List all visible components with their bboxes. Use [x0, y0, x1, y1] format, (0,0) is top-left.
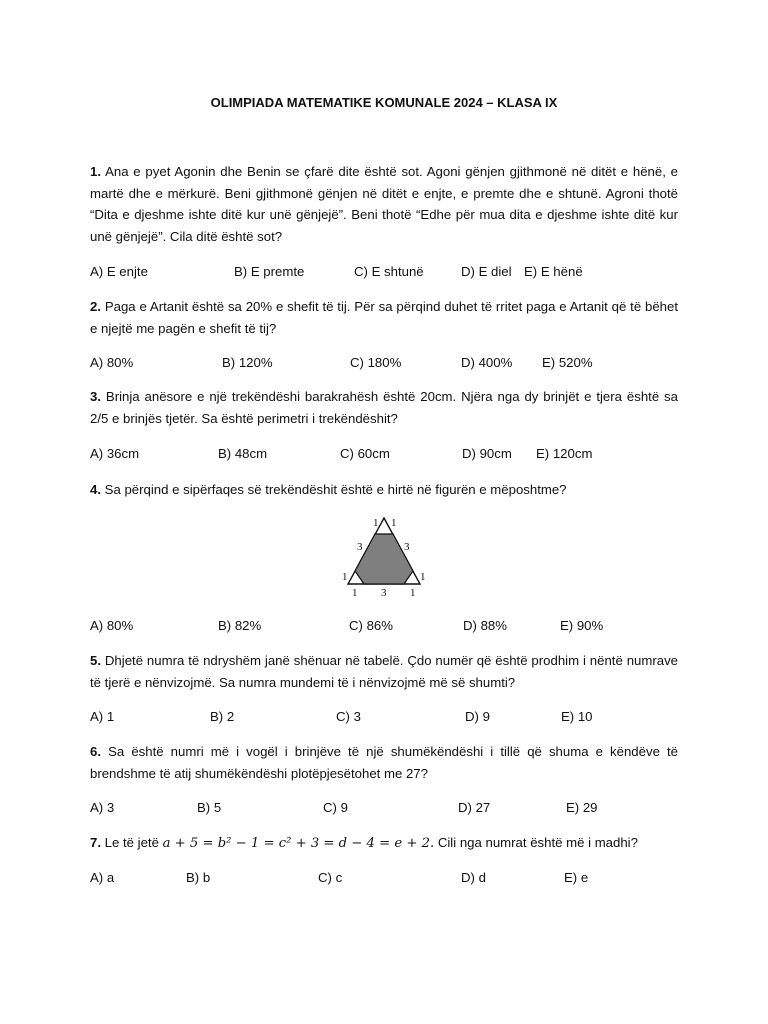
- option-d: D) d: [461, 870, 486, 885]
- question-number: 5.: [90, 653, 101, 668]
- label-bottom-left: 1: [352, 587, 358, 599]
- option-d: D) 27: [458, 800, 491, 815]
- question-equation: a + 5 = b² − 1 = c² + 3 = d − 4 = e + 2.: [162, 836, 435, 851]
- option-d: D) 90cm: [462, 446, 512, 461]
- option-d: D) 9: [465, 709, 490, 724]
- question-5: [90, 650, 678, 693]
- question-number: 1.: [90, 164, 101, 179]
- option-b: B) 82%: [218, 618, 262, 633]
- question-text: Sa përqind e sipërfaqes së trekëndëshit është e hirtë në figurën e mëposhtme?: [104, 482, 567, 497]
- question-5-options: [90, 709, 690, 727]
- option-e: E) 29: [566, 800, 598, 815]
- option-c: C) 86%: [349, 618, 393, 633]
- option-a: A) 1: [90, 709, 115, 724]
- option-b: B) b: [186, 870, 211, 885]
- question-4: [90, 479, 678, 501]
- question-number: 7.: [90, 835, 101, 850]
- option-e: E) 120cm: [536, 446, 593, 461]
- option-a: A) a: [90, 870, 115, 885]
- option-b: B) 5: [197, 800, 222, 815]
- question-1: [90, 161, 678, 247]
- question-text-before: Le të jetë: [104, 835, 159, 850]
- option-a: A) E enjte: [90, 264, 148, 279]
- option-a: A) 36cm: [90, 446, 140, 461]
- question-number: 3.: [90, 389, 101, 404]
- option-d: D) E diel: [461, 264, 512, 279]
- option-e: E) E hënë: [524, 264, 583, 279]
- question-6-options: [90, 800, 690, 818]
- option-a: A) 3: [90, 800, 115, 815]
- question-4-options: [90, 618, 690, 636]
- question-1-options: [90, 264, 690, 282]
- option-e: E) e: [564, 870, 589, 885]
- question-text: Sa është numri më i vogël i brinjëve të një shumëkëndëshi i tillë që shuma e këndëve të brendshme të atij shumëkëndëshi plotëpjesëtohet me 27?: [90, 744, 678, 781]
- question-text: Paga e Artanit është sa 20% e shefit të tij. Për sa përqind duhet të rritet paga e Artanit që të bëhet e njejtë me pagën e shefit të tij?: [90, 299, 679, 336]
- option-e: E) 90%: [560, 618, 604, 633]
- option-c: C) 9: [323, 800, 348, 815]
- question-text: Brinja anësore e një trekëndëshi barakrahësh është 20cm. Njëra nga dy brinjët e tjera është sa 2/5 e brinjës tjetër. Sa është perimetri i trekëndëshit?: [90, 389, 678, 426]
- question-number: 6.: [90, 744, 101, 759]
- question-text: Ana e pyet Agonin dhe Benin se çfarë dite është sot. Agoni gënjen gjithmonë në ditët e hënë, e martë dhe e mërkurë. Beni gjithmonë gënjen në ditët e enjte, e premte dhe e shtunë. Agroni thotë “Dita e djeshme ishte ditë kur unë gënjejë”. Beni thotë “Edhe për mua dita e djeshme ishte ditë kur unë gënjejë”. Cila ditë është sot?: [90, 164, 679, 244]
- option-e: E) 520%: [542, 355, 593, 370]
- option-a: A) 80%: [90, 355, 134, 370]
- label-top-left: 1: [373, 517, 379, 529]
- question-3: [90, 386, 678, 429]
- label-left-corner: 1: [342, 571, 348, 583]
- option-b: B) E premte: [234, 264, 305, 279]
- option-b: B) 48cm: [218, 446, 268, 461]
- question-3-options: [90, 446, 690, 464]
- question-7-options: [90, 870, 690, 888]
- question-text-after: Cili nga numrat është më i madhi?: [437, 835, 638, 850]
- option-a: A) 80%: [90, 618, 134, 633]
- label-top-right: 1: [391, 517, 397, 529]
- question-7: [90, 832, 678, 855]
- question-2: [90, 296, 678, 339]
- label-bottom-right: 1: [410, 587, 416, 599]
- question-number: 4.: [90, 482, 101, 497]
- option-c: C) c: [318, 870, 343, 885]
- option-e: E) 10: [561, 709, 593, 724]
- option-d: D) 88%: [463, 618, 507, 633]
- page-title: OLIMPIADA MATEMATIKE KOMUNALE 2024 – KLASA IX: [210, 95, 558, 110]
- option-c: C) 3: [336, 709, 361, 724]
- question-6: [90, 741, 678, 784]
- option-b: B) 120%: [222, 355, 273, 370]
- option-d: D) 400%: [461, 355, 513, 370]
- triangle-figure: [338, 512, 430, 602]
- question-text: Dhjetë numra të ndryshëm janë shënuar në tabelë. Çdo numër që është prodhim i nëntë numrave të tjerë e nënvizojmë. Sa numra mundemi të i nënvizojmë më së shumti?: [90, 653, 679, 690]
- triangle-diagram: [338, 512, 430, 602]
- label-left-side: 3: [357, 541, 363, 553]
- option-c: C) 180%: [350, 355, 402, 370]
- label-right-corner: 1: [420, 571, 426, 583]
- question-2-options: [90, 355, 690, 373]
- label-bottom-mid: 3: [381, 587, 387, 599]
- option-c: C) E shtunë: [354, 264, 424, 279]
- label-right-side: 3: [404, 541, 410, 553]
- option-c: C) 60cm: [340, 446, 390, 461]
- option-b: B) 2: [210, 709, 235, 724]
- question-number: 2.: [90, 299, 101, 314]
